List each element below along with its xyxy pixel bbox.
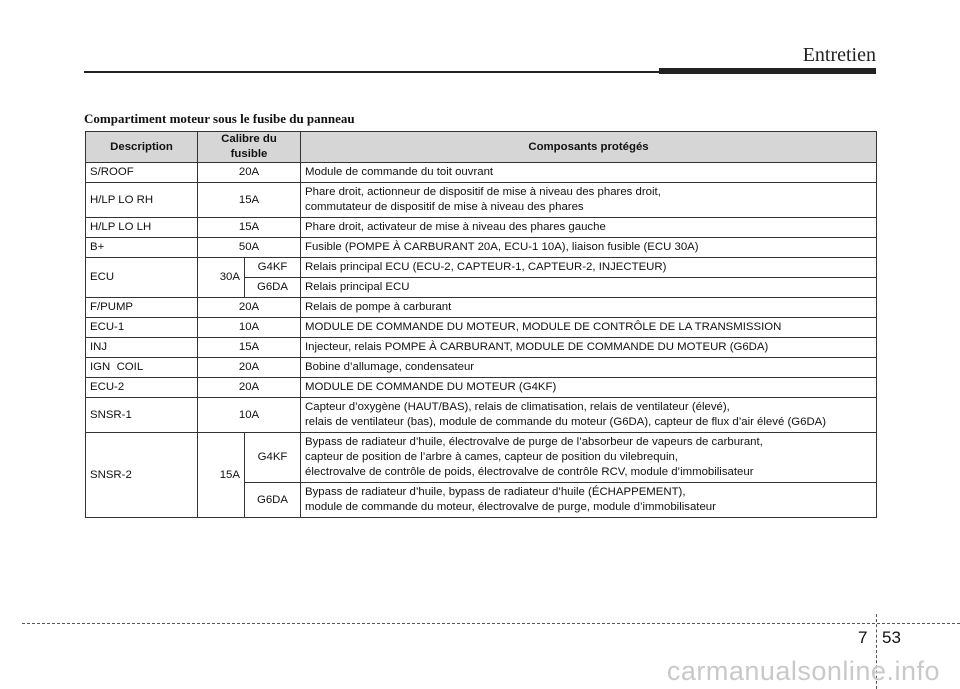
fuse-components-line: Bypass de radiateur d’huile, électrovalve de purge de l’absorbeur de vapeurs de carburant, bbox=[305, 436, 763, 448]
table-row bbox=[86, 398, 877, 433]
fuse-rating: 20A bbox=[198, 163, 301, 183]
fuse-components bbox=[301, 433, 877, 483]
engine-variant: G4KF bbox=[245, 433, 301, 483]
page-number: 53 bbox=[882, 628, 901, 647]
table-row bbox=[86, 183, 877, 218]
fuse-description: SNSR-1 bbox=[86, 398, 198, 433]
watermark: carmanualsonline.info bbox=[666, 656, 940, 686]
table-row bbox=[86, 378, 877, 398]
header-description: Description bbox=[86, 132, 198, 163]
table-row bbox=[86, 298, 877, 318]
table-row bbox=[86, 433, 877, 483]
fuse-description: B+ bbox=[86, 238, 198, 258]
engine-variant: G4KF bbox=[245, 258, 301, 278]
fuse-components-line: module de commande du moteur, électrovalve de purge, module d’immobilisateur bbox=[305, 501, 716, 513]
table-row bbox=[86, 163, 877, 183]
fuse-components: Relais principal ECU (ECU-2, CAPTEUR-1, CAPTEUR-2, INJECTEUR) bbox=[301, 258, 877, 278]
fuse-rating: 15A bbox=[198, 218, 301, 238]
header-rating: Calibre du fusible bbox=[198, 132, 301, 163]
fuse-description: H/LP LO LH bbox=[86, 218, 198, 238]
fuse-components bbox=[301, 183, 877, 218]
fuse-components: Bobine d’allumage, condensateur bbox=[301, 358, 877, 378]
table-row bbox=[86, 238, 877, 258]
fuse-components-line: relais de ventilateur (bas), module de commande du moteur (G6DA), capteur de flux d’air élevé (G6DA) bbox=[305, 416, 827, 428]
fuse-description: F/PUMP bbox=[86, 298, 198, 318]
fuse-description: ECU bbox=[86, 258, 198, 298]
fuse-components: MODULE DE COMMANDE DU MOTEUR (G4KF) bbox=[301, 378, 877, 398]
fuse-rating: 20A bbox=[198, 358, 301, 378]
fuse-components-line: commutateur de dispositif de mise à niveau des phares bbox=[305, 201, 584, 213]
header-rule-thick bbox=[659, 68, 876, 74]
fuse-components-line: électrovalve de contrôle de poids, électrovalve de contrôle RCV, module d’immobilisateur bbox=[305, 466, 754, 478]
table-row bbox=[86, 358, 877, 378]
fuse-components bbox=[301, 398, 877, 433]
fuse-components: Fusible (POMPE À CARBURANT 20A, ECU-1 10A), liaison fusible (ECU 30A) bbox=[301, 238, 877, 258]
fuse-components-line: Phare droit, actionneur de dispositif de mise à niveau des phares droit, bbox=[305, 186, 661, 198]
fuse-components: MODULE DE COMMANDE DU MOTEUR, MODULE DE CONTRÔLE DE LA TRANSMISSION bbox=[301, 318, 877, 338]
table-row bbox=[86, 258, 877, 278]
fuse-components: Module de commande du toit ouvrant bbox=[301, 163, 877, 183]
fuse-description: ECU-2 bbox=[86, 378, 198, 398]
fuse-description: ECU-1 bbox=[86, 318, 198, 338]
fuse-rating: 10A bbox=[198, 318, 301, 338]
engine-variant: G6DA bbox=[245, 483, 301, 518]
fuse-rating: 10A bbox=[198, 398, 301, 433]
fuse-description: S/ROOF bbox=[86, 163, 198, 183]
fuse-description: IGN COIL bbox=[86, 358, 198, 378]
fuse-components: Relais de pompe à carburant bbox=[301, 298, 877, 318]
footer-dashed-rule bbox=[22, 623, 960, 624]
fuse-components-line: capteur de position de l’arbre à cames, capteur de position du vilebrequin, bbox=[305, 451, 678, 463]
fuse-rating: 15A bbox=[198, 338, 301, 358]
fuse-components: Phare droit, activateur de mise à niveau des phares gauche bbox=[301, 218, 877, 238]
fuse-rating: 20A bbox=[198, 378, 301, 398]
fuse-rating: 20A bbox=[198, 298, 301, 318]
table-header-row bbox=[86, 132, 877, 163]
table-row bbox=[86, 318, 877, 338]
fuse-rating: 15A bbox=[198, 183, 301, 218]
table-row bbox=[86, 338, 877, 358]
fuse-components bbox=[301, 483, 877, 518]
fuse-components-line: Capteur d’oxygène (HAUT/BAS), relais de climatisation, relais de ventilateur (élevé), bbox=[305, 401, 730, 413]
chapter-number: 7 bbox=[858, 628, 868, 647]
fuse-description: H/LP LO RH bbox=[86, 183, 198, 218]
fuse-rating: 30A bbox=[198, 258, 245, 298]
page-header-title: Entretien bbox=[802, 44, 876, 66]
fuse-description: SNSR-2 bbox=[86, 433, 198, 518]
section-title: Compartiment moteur sous le fusibe du panneau bbox=[84, 111, 355, 126]
fuse-components: Relais principal ECU bbox=[301, 278, 877, 298]
header-components: Composants protégés bbox=[301, 132, 877, 163]
fuse-components: Injecteur, relais POMPE À CARBURANT, MODULE DE COMMANDE DU MOTEUR (G6DA) bbox=[301, 338, 877, 358]
fuse-description: INJ bbox=[86, 338, 198, 358]
fuse-rating: 15A bbox=[198, 433, 245, 518]
fuse-components-line: Bypass de radiateur d’huile, bypass de radiateur d’huile (ÉCHAPPEMENT), bbox=[305, 486, 686, 498]
table-row bbox=[86, 218, 877, 238]
fuse-rating: 50A bbox=[198, 238, 301, 258]
fuse-table bbox=[85, 131, 877, 518]
engine-variant: G6DA bbox=[245, 278, 301, 298]
header-rule bbox=[84, 71, 659, 73]
